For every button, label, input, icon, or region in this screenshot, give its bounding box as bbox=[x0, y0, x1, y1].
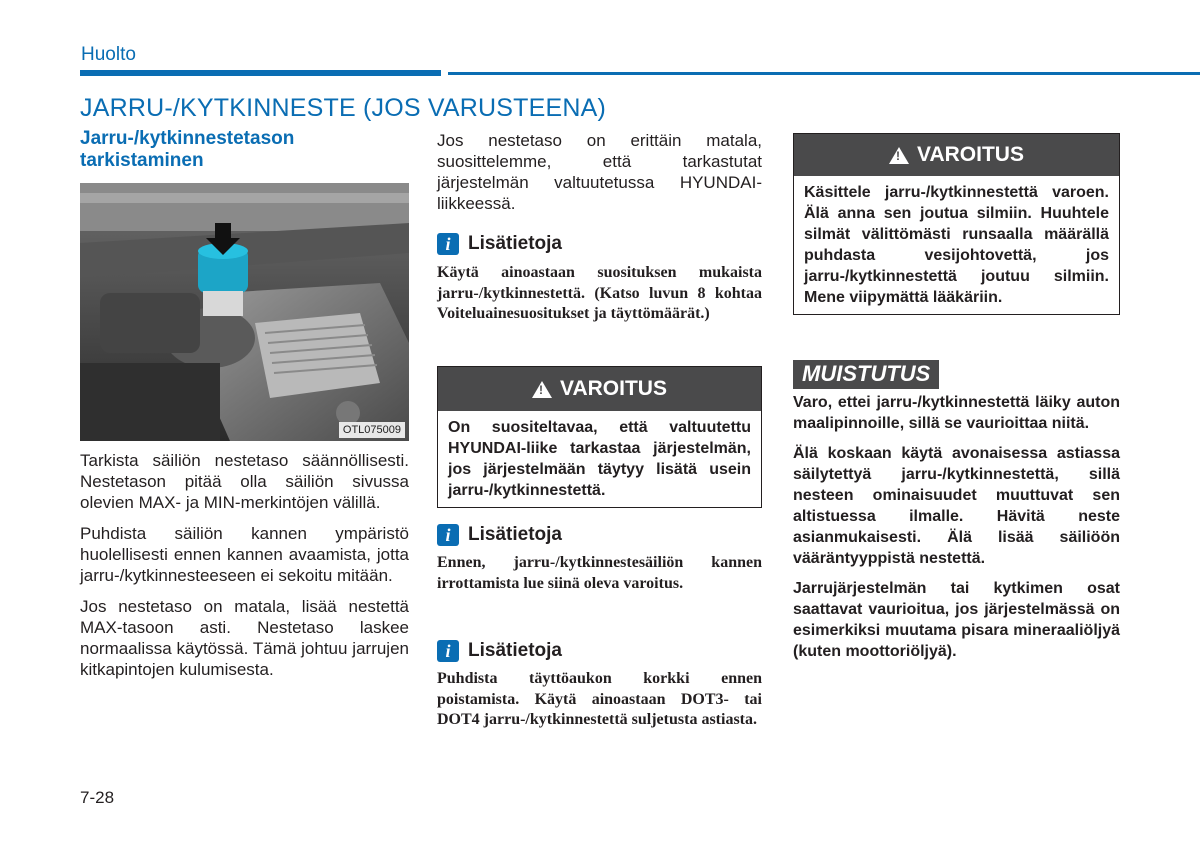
warning-box bbox=[437, 366, 762, 508]
warning-icon bbox=[532, 381, 552, 398]
info-label: Lisätietoja bbox=[468, 524, 562, 545]
image-caption: OTL075009 bbox=[339, 422, 405, 438]
info-header bbox=[437, 233, 762, 255]
warning-box bbox=[793, 133, 1120, 315]
info-header bbox=[437, 524, 762, 546]
column1-text bbox=[80, 450, 409, 680]
intro-paragraph: Jos nestetaso on erittäin matala, suosittelemme, että tarkastutat järjestelmän valtuutetussa HYUNDAI-liikkeessä. bbox=[437, 131, 762, 213]
info-label: Lisätietoja bbox=[468, 640, 562, 661]
engine-bay-photo bbox=[80, 183, 409, 441]
info-icon: i bbox=[437, 524, 459, 546]
warning-label: VAROITUS bbox=[917, 143, 1024, 166]
warning-header bbox=[438, 367, 761, 411]
info-text: Puhdista täyttöaukon korkki ennen poistamista. Käytä ainoastaan DOT3- tai DOT4 jarru-/kytkinnestettä suljetusta astiasta. bbox=[437, 670, 762, 728]
section-title: JARRU-/KYTKINNESTE (JOS VARUSTEENA) bbox=[80, 94, 607, 122]
info-text: Käytä ainoastaan suosituksen mukaista jarru-/kytkinnestettä. (Katso luvun 8 kohtaa Voiteluainesuositukset ja täyttömäärät.) bbox=[437, 264, 762, 322]
warning-header bbox=[794, 134, 1119, 176]
notice-text bbox=[793, 392, 1120, 662]
paragraph: Varo, ettei jarru-/kytkinnestettä läiky auton maalipinnoille, sillä se vaurioittaa niitä. bbox=[793, 394, 1120, 432]
info-block-3 bbox=[437, 640, 762, 731]
header-bar-right bbox=[448, 72, 1200, 75]
header-bar-left bbox=[80, 70, 441, 76]
section-label: Huolto bbox=[81, 44, 136, 65]
warning-text: On suositeltavaa, että valtuutettu HYUNDAI-liike tarkastaa järjestelmän, jos järjestelmään täytyy lisätä usein jarru-/kytkinnestettä. bbox=[448, 419, 751, 499]
engine-bay-illustration bbox=[80, 183, 409, 441]
warning-icon bbox=[889, 147, 909, 164]
paragraph: Puhdista säiliön kannen ympäristö huolellisesti ennen kannen avaamista, jotta jarru-/kytkinnesteeseen ei sekoitu mitään. bbox=[80, 524, 409, 585]
notice-label: MUISTUTUS bbox=[793, 360, 939, 389]
info-icon: i bbox=[437, 640, 459, 662]
paragraph: Jos nestetaso on matala, lisää nestettä MAX-tasoon asti. Nestetaso laskee normaalissa käytössä. Tämä johtuu jarrujen kitkapintojen kulumisesta. bbox=[80, 597, 409, 679]
warning-label: VAROITUS bbox=[560, 377, 667, 400]
info-header bbox=[437, 640, 762, 662]
page-number: 7-28 bbox=[80, 788, 115, 807]
info-icon: i bbox=[437, 233, 459, 255]
info-label: Lisätietoja bbox=[468, 233, 562, 254]
paragraph: Älä koskaan käytä avonaisessa astiassa säilytettyä jarru-/kytkinnestettä, sillä nesteen ominaisuudet muuttuvat sen altistuessa ilmalle. Hävitä neste asianmukaisesti. Älä lisää säiliöön vääräntyyppistä nestettä. bbox=[793, 445, 1120, 567]
info-text: Ennen, jarru-/kytkinnestesäiliön kannen irrottamista lue siinä oleva varoitus. bbox=[437, 554, 762, 592]
warning-text: Käsittele jarru-/kytkinnestettä varoen. Älä anna sen joutua silmiin. Huuhtele silmät välittömästi runsaalla määrällä puhdasta vesijohtovettä, jos jarru-/kytkinnestettä joutuu silmiin. Mene viipymättä lääkäriin. bbox=[804, 184, 1109, 306]
info-block-1 bbox=[437, 233, 762, 325]
subsection-title: Jarru-/kytkinnestetason tarkistaminen bbox=[80, 128, 295, 171]
paragraph: Tarkista säiliön nestetaso säännöllisesti. Nestetason pitää olla säiliön sivussa olevien MAX- ja MIN-merkintöjen välillä. bbox=[80, 451, 409, 512]
info-block-2 bbox=[437, 524, 762, 594]
paragraph: Jarrujärjestelmän tai kytkimen osat saattavat vaurioitua, jos järjestelmässä on esimerkiksi muutama pisara mineraaliöljyä (kuten moottoriöljyä). bbox=[793, 580, 1120, 660]
